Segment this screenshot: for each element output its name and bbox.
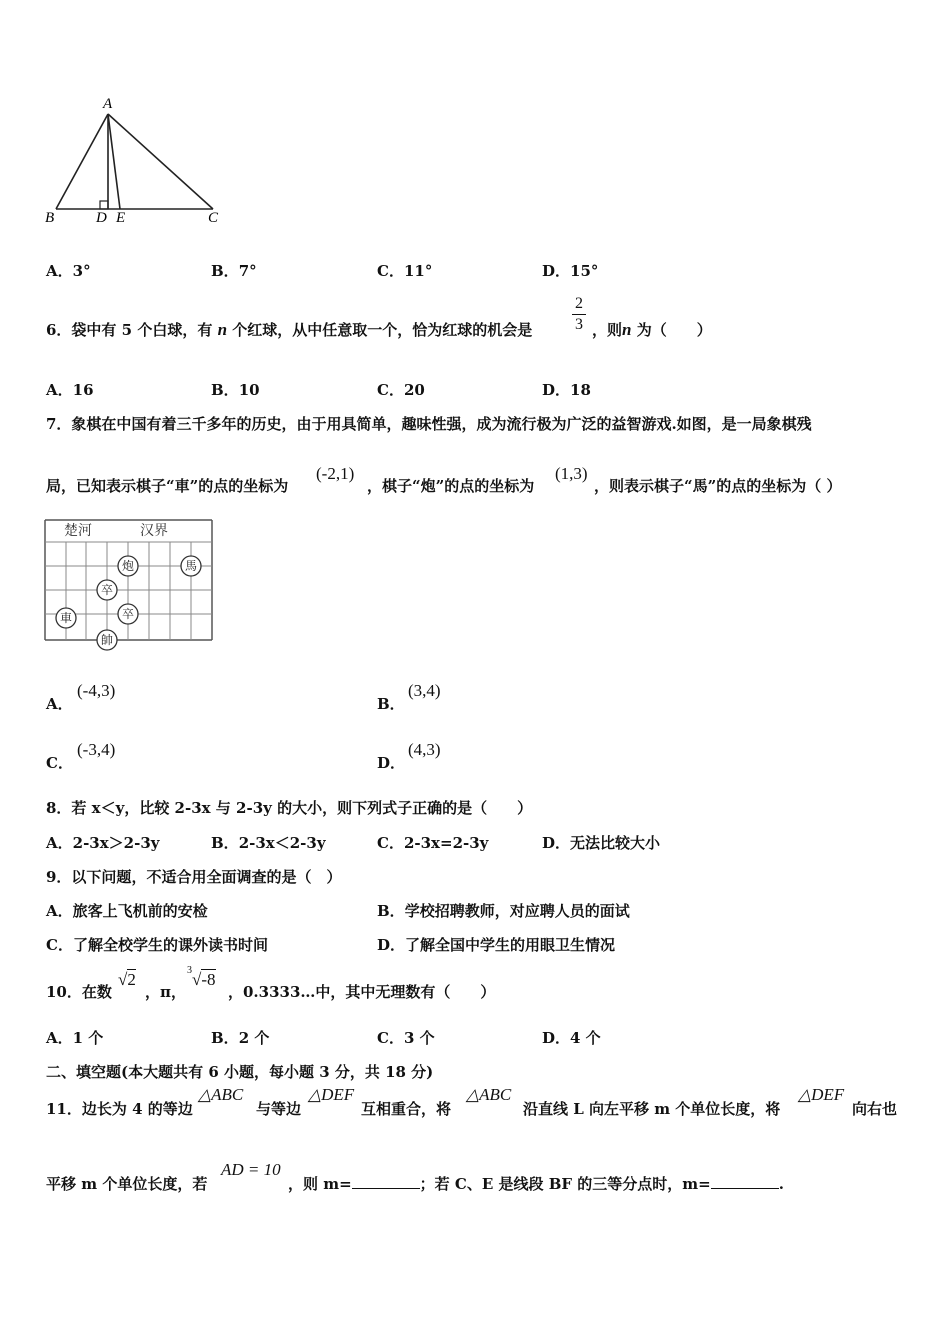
q6-option-d: D．18 — [542, 381, 591, 399]
piece-ma: 馬 — [184, 559, 198, 573]
q8-stem: 8．若 x＜y，比较 2-3x 与 2-3y 的大小，则下列式子正确的是（ ） — [46, 799, 533, 817]
q11-text-2: 与等边 — [256, 1100, 302, 1118]
q5-option-c: C．11° — [377, 262, 433, 280]
q10-cbrt: √-8 — [192, 970, 216, 989]
q7-line-2b: ，棋子“炮”的点的坐标为 — [367, 477, 535, 495]
q7-coord-che: (-2,1) — [316, 464, 355, 483]
q10-stem-mid: ，π， — [145, 983, 186, 1001]
river-right-text: 汉界 — [140, 524, 168, 539]
q11-text-7: ，则 m= ；若 C、E 是线段 BF 的三等分点时，m= . — [288, 1175, 784, 1193]
q10-option-a: A．1 个 — [46, 1029, 104, 1047]
q10-cbrt-index: 3 — [187, 965, 192, 976]
q10-option-d: D．4 个 — [542, 1029, 601, 1047]
q7-option-b-coord: (3,4) — [408, 681, 441, 700]
q10-stem-end: ，0.3333…中，其中无理数有（ ） — [228, 983, 496, 1001]
q7-option-a-coord: (-4,3) — [77, 681, 116, 700]
piece-zu-1: 卒 — [100, 583, 114, 597]
q6-stem-end: ，则n 为（ ） — [592, 320, 712, 339]
q5-option-a: A．3° — [46, 262, 91, 280]
q5-option-b: B．7° — [211, 262, 257, 280]
piece-pao: 炮 — [121, 559, 135, 573]
q7-option-c-letter: C． — [46, 754, 73, 772]
q11-triangle-def-1: △DEF — [308, 1085, 355, 1104]
label-a: A — [103, 96, 113, 112]
q5-option-d: D．15° — [542, 262, 599, 280]
q11-text-5: 向右也 — [852, 1100, 898, 1118]
q9-option-b: B．学校招聘教师，对应聘人员的面试 — [377, 902, 630, 920]
q11-triangle-abc-1: △ABC — [198, 1085, 244, 1104]
q9-stem: 9．以下问题，不适合用全面调查的是（ ） — [46, 868, 342, 886]
label-b: B — [45, 210, 55, 226]
q6-stem: 6．袋中有 5 个白球，有 n 个红球，从中任意取一个，恰为红球的机会是 — [46, 320, 533, 339]
q11-text-1: 11．边长为 4 的等边 — [46, 1100, 193, 1118]
q11-text-4: 沿直线 L 向左平移 m 个单位长度，将 — [523, 1100, 781, 1118]
q11-triangle-def-2: △DEF — [798, 1085, 845, 1104]
q6-fraction: 2 3 — [572, 295, 586, 334]
q7-option-c-coord: (-3,4) — [77, 740, 116, 759]
piece-shuai: 帥 — [100, 633, 114, 647]
section-2-heading: 二、填空题(本大题共有 6 小题，每小题 3 分，共 18 分) — [46, 1063, 434, 1081]
label-c: C — [208, 210, 219, 226]
chess-board — [42, 516, 220, 654]
triangle-figure — [40, 92, 240, 232]
piece-zu-2: 卒 — [121, 607, 135, 621]
q7-option-d-letter: D． — [377, 754, 406, 772]
river-left-text: 楚河 — [64, 524, 92, 539]
q10-stem-start: 10．在数 — [46, 983, 112, 1001]
q11-answer-blank-2[interactable] — [711, 1174, 779, 1189]
q7-option-d-coord: (4,3) — [408, 740, 441, 759]
q9-option-a: A．旅客上飞机前的安检 — [46, 902, 208, 920]
q8-option-a: A．2-3x＞2-3y — [46, 834, 160, 852]
piece-che: 車 — [59, 611, 73, 625]
q8-option-b: B．2-3x＜2-3y — [211, 834, 326, 852]
q7-option-b-letter: B． — [377, 695, 405, 713]
q7-coord-pao: (1,3) — [555, 464, 588, 483]
q7-line-2c: ，则表示棋子“馬”的点的坐标为（ ） — [594, 477, 842, 495]
q11-answer-blank-1[interactable] — [352, 1174, 420, 1189]
label-e: E — [116, 210, 126, 226]
q11-text-6: 平移 m 个单位长度，若 — [46, 1175, 208, 1193]
q11-triangle-abc-2: △ABC — [466, 1085, 512, 1104]
q10-option-c: C．3 个 — [377, 1029, 435, 1047]
q6-option-a: A．16 — [46, 381, 94, 399]
q11-equation: AD = 10 — [221, 1160, 281, 1179]
q7-line-1: 7．象棋在中国有着三千多年的历史，由于用具简单，趣味性强，成为流行极为广泛的益智游戏.如图，是一局象棋残 — [46, 415, 812, 433]
label-d: D — [96, 210, 107, 226]
q8-option-d: D．无法比较大小 — [542, 834, 661, 852]
q7-option-a-letter: A． — [46, 695, 73, 713]
q9-option-d: D．了解全国中学生的用眼卫生情况 — [377, 936, 616, 954]
q7-line-2a: 局，已知表示棋子“車”的点的坐标为 — [46, 477, 289, 495]
q10-option-b: B．2 个 — [211, 1029, 270, 1047]
q9-option-c: C．了解全校学生的课外读书时间 — [46, 936, 268, 954]
q6-option-b: B．10 — [211, 381, 260, 399]
q11-text-3: 互相重合，将 — [361, 1100, 452, 1118]
q6-option-c: C．20 — [377, 381, 425, 399]
q8-option-c: C．2-3x=2-3y — [377, 834, 489, 852]
q10-sqrt: √2 — [118, 970, 136, 989]
